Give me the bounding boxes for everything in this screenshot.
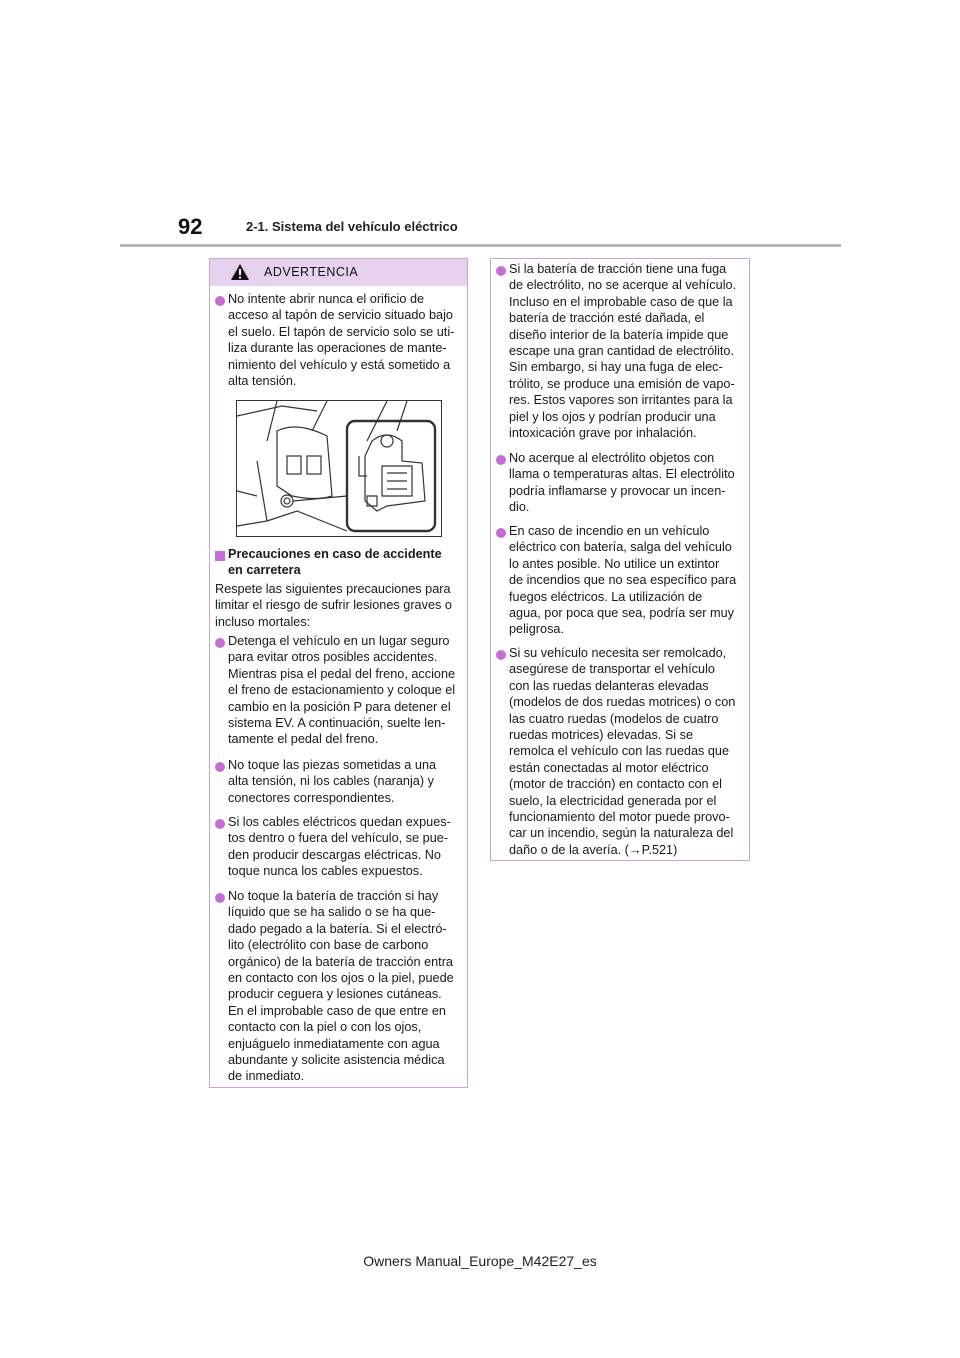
warning-item-1: No intente abrir nunca el orificio de acceso al tapón de servicio situado bajo el suelo. El tapón de servicio solo se uti- liza durante las operaciones de mante- nimiento del vehículo y está sometido a alta tensión. — [228, 292, 455, 389]
warning-item-5: No toque la batería de tracción si hay líquido que se ha salido o se ha que- dado pegado a la batería. Si el electró- lito (electrólito con base de carbono orgánico) de la batería de tracción entra en contacto con los ojos o la piel, puede producir ceguera y lesiones cutáneas. En el improbable caso de que entre en contacto con la piel o con los ojos, enjuáguelo inmediatamente con agua abundante y solicite asistencia médica de inmediato. — [228, 889, 454, 1084]
right-item-3: En caso de incendio en un vehículo eléctrico con batería, salga del vehículo lo antes posible. No utilice un extintor de incendios que no sea específico para fuegos eléctricos. La utilización de agua, por poca que sea, podría ser muy peligrosa. — [509, 524, 737, 637]
header-rule — [120, 244, 841, 247]
bullet-icon — [496, 455, 506, 465]
bullet-icon — [215, 893, 225, 903]
right-item-4: Si su vehículo necesita ser remolcado, asegúrese de transportar el vehículo con las ruedas delanteras elevadas (modelos de dos ruedas motrices) o con las cuatro ruedas (modelos de cuatro ruedas motrices) elevadas. Si se remolca el vehículo con las ruedas que están conectadas al motor eléctrico (motor de tracción) en contacto con el suelo, la electricidad generada por el funcionamiento del motor puede provo- car un incendio, según la naturaleza del daño o de la avería. (→P.521) — [509, 646, 736, 857]
warning-item-3: No toque las piezas sometidas a una alta tensión, ni los cables (naranja) y conectores correspondientes. — [228, 758, 437, 805]
section-title: 2-1. Sistema del vehículo eléctrico — [246, 219, 458, 234]
bullet-icon — [215, 819, 225, 829]
right-item-2: No acerque al electrólito objetos con llama o temperaturas altas. El electrólito podría inflamarse y provocar un incen- dio. — [509, 451, 735, 515]
page-footer: Owners Manual_Europe_M42E27_es — [363, 1253, 597, 1269]
warning-title: ADVERTENCIA — [264, 265, 359, 279]
bullet-icon — [496, 266, 506, 276]
page-number: 92 — [178, 214, 203, 239]
bullet-icon — [215, 762, 225, 772]
warning-header — [210, 259, 467, 286]
bullet-icon — [496, 650, 506, 660]
right-item-1: Si la batería de tracción tiene una fuga de electrólito, no se acerque al vehículo. Incluso en el improbable caso de que la batería de tracción esté dañada, el diseño interior de la batería impide que escape una gran cantidad de electrólito. Sin embargo, si hay una fuga de elec- trólito, se produce una emisión de vapo- res. Estos vapores son irritantes para la piel y los ojos y podrían producir una intoxicación grave por inhalación. — [509, 262, 737, 441]
bullet-icon — [215, 296, 225, 306]
warning-triangle-icon — [230, 263, 250, 281]
service-plug-illustration — [236, 400, 442, 537]
bullet-icon — [496, 528, 506, 538]
section-square-icon — [215, 551, 225, 561]
bullet-icon — [215, 638, 225, 648]
warning-item-4: Si los cables eléctricos quedan expues- tos dentro o fuera del vehículo, se pue- den producir descargas eléctricas. No toque nunca los cables expuestos. — [228, 815, 451, 879]
subheading: Precauciones en caso de accidente en carretera — [228, 547, 442, 578]
warning-item-2: Detenga el vehículo en un lugar seguro para evitar otros posibles accidentes. Mientras pisa el pedal del freno, accione el freno de estacionamiento y coloque el cambio en la posición P para detener el sistema EV. A continuación, suelte len- tamente el pedal del freno. — [228, 634, 456, 747]
intro-paragraph: Respete las siguientes precauciones para limitar el riesgo de sufrir lesiones graves o incluso mortales: — [215, 582, 452, 629]
